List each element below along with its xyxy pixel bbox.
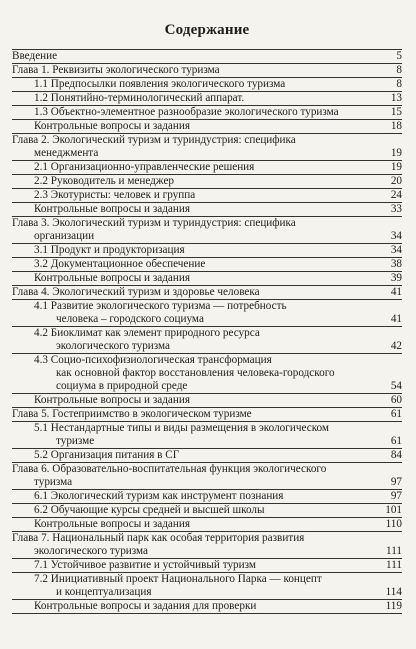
toc-section-entry[interactable] [12, 559, 402, 573]
toc-entry-label [34, 258, 380, 271]
toc-entry-label [34, 394, 380, 407]
toc-entry-label [34, 600, 380, 613]
toc-page-number: 38 [390, 258, 402, 270]
toc-entry-line: Контрольные вопросы и задания [34, 272, 190, 284]
toc-entry-label [34, 518, 380, 531]
toc-entry-line: 3.1 Продукт и продукторизация [34, 244, 185, 256]
page-title: Содержание [164, 22, 250, 38]
toc-page-number: 5 [396, 50, 402, 62]
toc-entry-line: 1.3 Объектно-элементное разнообразие экологического туризма [34, 106, 339, 118]
toc-entry-line: туризме [56, 435, 95, 447]
toc-entry-line: 1.1 Предпосылки появления экологического туризма [34, 78, 286, 90]
toc-section-entry[interactable] [12, 490, 402, 504]
toc-entry-label [34, 78, 380, 91]
toc-page-number: 111 [386, 559, 402, 571]
table-of-contents [12, 50, 402, 614]
toc-page-number: 97 [390, 476, 402, 488]
toc-entry-line: организации [34, 230, 95, 242]
toc-chapter-entry[interactable] [12, 532, 402, 559]
toc-entry-label [12, 64, 380, 77]
toc-entry-line: 4.2 Биоклимат как элемент природного ресурса [34, 327, 260, 339]
toc-section-entry[interactable] [12, 120, 402, 134]
toc-entry-line: Глава 3. Экологический туризм и туриндустрия: специфика [12, 217, 296, 229]
toc-page-number: 19 [390, 147, 402, 159]
toc-entry-line: 2.3 Экотуристы: человек и группа [34, 189, 196, 201]
toc-chapter-entry[interactable] [12, 286, 402, 300]
toc-entry-label [34, 327, 380, 353]
toc-page-number: 54 [390, 380, 402, 392]
toc-entry-label [34, 120, 380, 133]
toc-chapter-entry[interactable] [12, 134, 402, 161]
toc-entry-line: Глава 1. Реквизиты экологического туризма [12, 64, 220, 76]
toc-page-number: 39 [390, 272, 402, 284]
toc-page-number: 97 [390, 490, 402, 502]
toc-entry-line: 4.3 Социо-психофизиологическая трансформация [34, 354, 272, 366]
toc-section-entry[interactable] [12, 244, 402, 258]
toc-entry-label [12, 463, 380, 489]
toc-entry-line: и концептуализация [56, 586, 152, 598]
toc-page-number: 114 [385, 586, 402, 598]
toc-entry-line: менеджмента [34, 147, 99, 159]
toc-chapter-entry[interactable] [12, 217, 402, 244]
toc-page-number: 61 [390, 408, 402, 420]
toc-chapter-entry[interactable] [12, 463, 402, 490]
toc-page-number: 24 [390, 189, 402, 201]
toc-entry-label [34, 354, 380, 393]
toc-chapter-entry[interactable] [12, 408, 402, 422]
toc-entry-line: туризма [34, 476, 73, 488]
toc-page-number: 41 [390, 286, 402, 298]
toc-entry-label [34, 161, 380, 174]
toc-page-number: 15 [390, 106, 402, 118]
toc-section-entry[interactable] [12, 78, 402, 92]
toc-page-number: 84 [390, 449, 402, 461]
toc-entry-line: 2.1 Организационно-управленческие решения [34, 161, 255, 173]
toc-entry-line: 6.1 Экологический туризм как инструмент познания [34, 490, 284, 502]
toc-page-number: 60 [390, 394, 402, 406]
toc-section-entry[interactable] [12, 92, 402, 106]
toc-page-number: 19 [390, 161, 402, 173]
toc-section-entry[interactable] [12, 394, 402, 408]
toc-section-entry[interactable] [12, 189, 402, 203]
toc-entry-line: Контрольные вопросы и задания [34, 203, 190, 215]
toc-entry-line: человека – городского социума [56, 313, 204, 325]
toc-page-number: 41 [390, 313, 402, 325]
toc-entry-line: экологического туризма [56, 340, 171, 352]
toc-entry-label [12, 217, 380, 243]
toc-entry-label [34, 504, 380, 517]
toc-section-entry[interactable] [12, 203, 402, 217]
toc-entry-line: Глава 6. Образовательно-воспитательная функция экологического [12, 463, 327, 475]
toc-entry-label [34, 422, 380, 448]
toc-entry-line: 3.2 Документационное обеспечение [34, 258, 206, 270]
toc-entry-line: Контрольные вопросы и задания для проверки [34, 600, 257, 612]
toc-page-number: 119 [385, 600, 402, 612]
toc-page-number: 61 [390, 435, 402, 447]
toc-entry-label [34, 189, 380, 202]
toc-section-entry[interactable] [12, 327, 402, 354]
toc-entry-label [34, 175, 380, 188]
toc-entry-line: Глава 2. Экологический туризм и туриндустрия: специфика [12, 134, 296, 146]
toc-entry-label [34, 203, 380, 216]
toc-section-entry[interactable] [12, 504, 402, 518]
toc-entry-line: Введение [12, 50, 58, 62]
toc-section-entry[interactable] [12, 573, 402, 600]
toc-entry-line: Контрольные вопросы и задания [34, 394, 190, 406]
toc-page-number: 111 [386, 545, 402, 557]
toc-page-number: 8 [396, 78, 402, 90]
toc-entry-line: Глава 5. Гостеприимство в экологическом туризме [12, 408, 252, 420]
toc-page-number: 8 [396, 64, 402, 76]
toc-page-number: 101 [385, 504, 402, 516]
toc-entry-label [34, 300, 380, 326]
toc-entry-label [12, 134, 380, 160]
toc-entry-label [34, 272, 380, 285]
toc-chapter-entry[interactable] [12, 64, 402, 78]
toc-entry-line: Контрольные вопросы и задания [34, 518, 190, 530]
toc-entry-line: социума в природной среде [56, 380, 188, 392]
toc-section-entry[interactable] [12, 354, 402, 394]
toc-section-entry[interactable] [12, 272, 402, 286]
toc-entry-line: 5.1 Нестандартные типы и виды размещения в экологическом [34, 422, 330, 434]
toc-entry-line: 5.2 Организация питания в СГ [34, 449, 180, 461]
toc-entry-label [34, 559, 380, 572]
toc-entry-label [34, 244, 380, 257]
toc-entry-line: экологического туризма [34, 545, 149, 557]
toc-entry-line: 7.2 Инициативный проект Национального Парка — концепт [34, 573, 322, 585]
toc-section-entry[interactable] [12, 518, 402, 532]
toc-entry-label [12, 532, 380, 558]
toc-section-entry[interactable] [12, 449, 402, 463]
toc-entry-label [34, 449, 380, 462]
toc-section-entry[interactable] [12, 600, 402, 614]
toc-entry-line: 6.2 Обучающие курсы средней и высшей школы [34, 504, 265, 516]
toc-chapter-entry[interactable] [12, 50, 402, 64]
toc-page-number: 13 [390, 92, 402, 104]
toc-section-entry[interactable] [12, 106, 402, 120]
toc-entry-line: Глава 4. Экологический туризм и здоровье человека [12, 286, 260, 298]
toc-entry-line: Контрольные вопросы и задания [34, 120, 190, 132]
toc-entry-label [34, 92, 380, 105]
toc-page-number: 34 [390, 244, 402, 256]
toc-page-number: 20 [390, 175, 402, 187]
toc-entry-label [34, 106, 380, 119]
toc-section-entry[interactable] [12, 258, 402, 272]
toc-section-entry[interactable] [12, 422, 402, 449]
toc-section-entry[interactable] [12, 300, 402, 327]
toc-entry-line: 4.1 Развитие экологического туризма — потребность [34, 300, 287, 312]
toc-entry-label [34, 573, 380, 599]
toc-section-entry[interactable] [12, 161, 402, 175]
toc-entry-label [12, 408, 380, 421]
toc-page-number: 42 [390, 340, 402, 352]
toc-entry-label [34, 490, 380, 503]
toc-page-number: 34 [390, 230, 402, 242]
toc-entry-line: 1.2 Понятийно-терминологический аппарат. [34, 92, 245, 104]
toc-page-number: 110 [385, 518, 402, 530]
toc-page-number: 18 [390, 120, 402, 132]
toc-entry-line: 2.2 Руководитель и менеджер [34, 175, 175, 187]
toc-entry-line: Глава 7. Национальный парк как особая территория развития [12, 532, 305, 544]
toc-entry-label [12, 286, 380, 299]
toc-entry-label [12, 50, 380, 63]
toc-entry-line: 7.1 Устойчивое развитие и устойчивый туризм [34, 559, 256, 571]
toc-page-number: 33 [390, 203, 402, 215]
toc-section-entry[interactable] [12, 175, 402, 189]
toc-entry-line: как основной фактор восстановления человека-городского [56, 367, 335, 379]
